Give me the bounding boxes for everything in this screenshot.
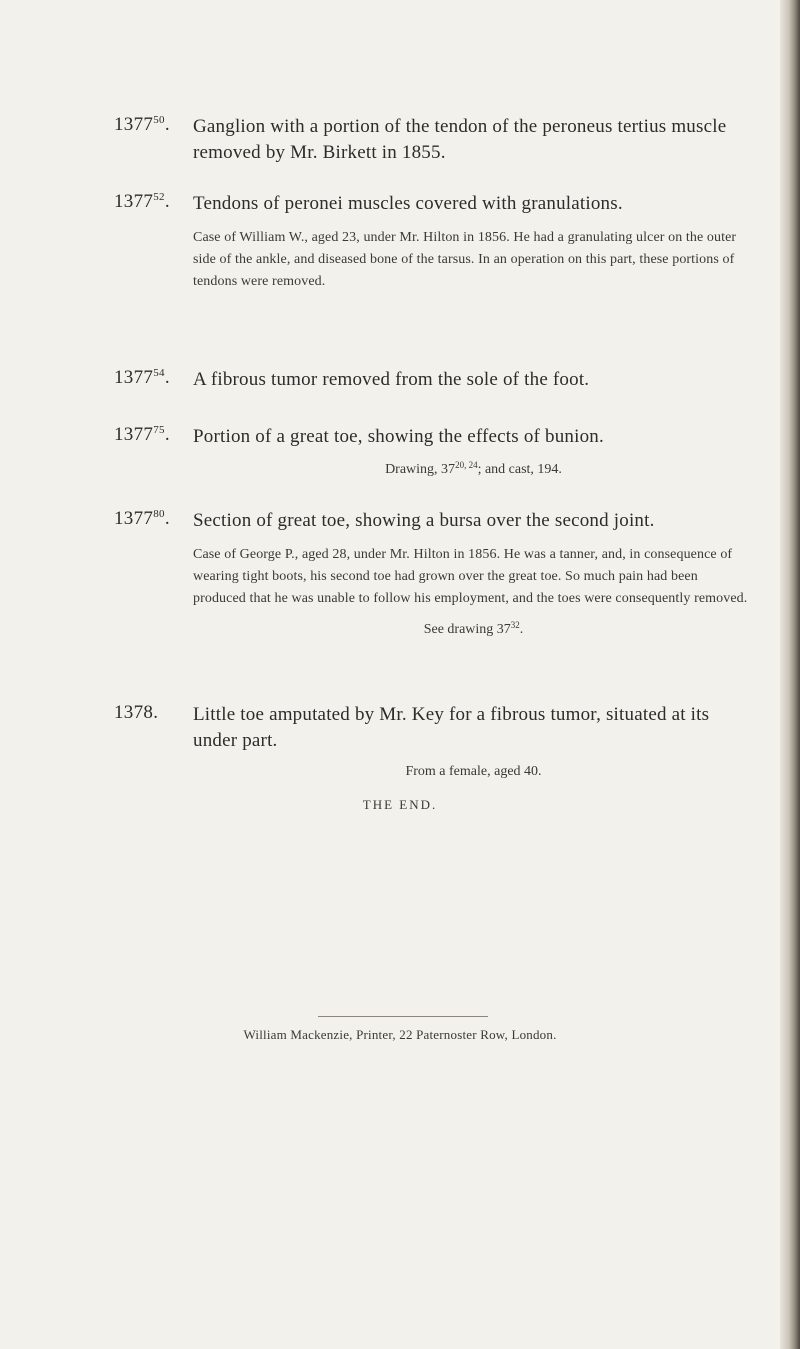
catalogue-entry-1377-54 [114, 367, 754, 393]
entry-title: Portion of a great toe, showing the effects of bunion. [193, 426, 604, 447]
entry-title: A fibrous tumor removed from the sole of the foot. [193, 369, 590, 390]
entry-number: 1377$^{75}$. [114, 424, 170, 445]
printer-imprint: William Mackenzie, Printer, 22 Paternoster Row, London. [243, 1027, 557, 1042]
entry-title: Section of great toe, showing a bursa over the second joint. [193, 510, 655, 531]
the-end: THE END. [362, 797, 438, 812]
specimen-source: From a female, aged 40. [405, 764, 542, 779]
entry-title: Little toe amputated by Mr. Key for a fibrous tumor, situated at its under part. [193, 704, 710, 751]
catalogue-entry-1377-52 [114, 191, 754, 293]
entry-number: 1377$^{50}$. [114, 114, 170, 135]
case-note: Case of George P., aged 28, under Mr. Hilton in 1856. He was a tanner, and, in consequence of wearing tight boots, his second toe had grown over the great toe. So much pain had been produced that he was unable to follow his employment, and the toes were consequently removed. [193, 547, 748, 606]
divider-rule [318, 1016, 488, 1017]
entry-number: 1377$^{52}$. [114, 191, 170, 212]
cross-reference: Drawing, 37$^{20, 24}$; and cast, 194. [385, 460, 562, 477]
entry-number: 1378. [114, 702, 159, 723]
catalogue-entry-1377-50 [114, 114, 754, 166]
catalogue-entry-1377-80 [114, 508, 754, 638]
catalogue-entry-1377-75 [114, 424, 754, 478]
catalogue-entry-1378 [114, 702, 754, 780]
entry-number: 1377$^{54}$. [114, 367, 170, 388]
entry-number: 1377$^{80}$. [114, 508, 170, 529]
entry-title: Tendons of peronei muscles covered with granulations. [193, 193, 623, 214]
page-edge-shadow [780, 0, 800, 1349]
case-note: Case of William W., aged 23, under Mr. Hilton in 1856. He had a granulating ulcer on the outer side of the ankle, and diseased bone of the tarsus. In an operation on this part, these portions of tendons were removed. [193, 230, 737, 289]
cross-reference: See drawing $37^{32}$. [423, 620, 524, 637]
entry-title: Ganglion with a portion of the tendon of the peroneus tertius muscle removed by Mr. Birkett in 1855. [193, 116, 727, 163]
